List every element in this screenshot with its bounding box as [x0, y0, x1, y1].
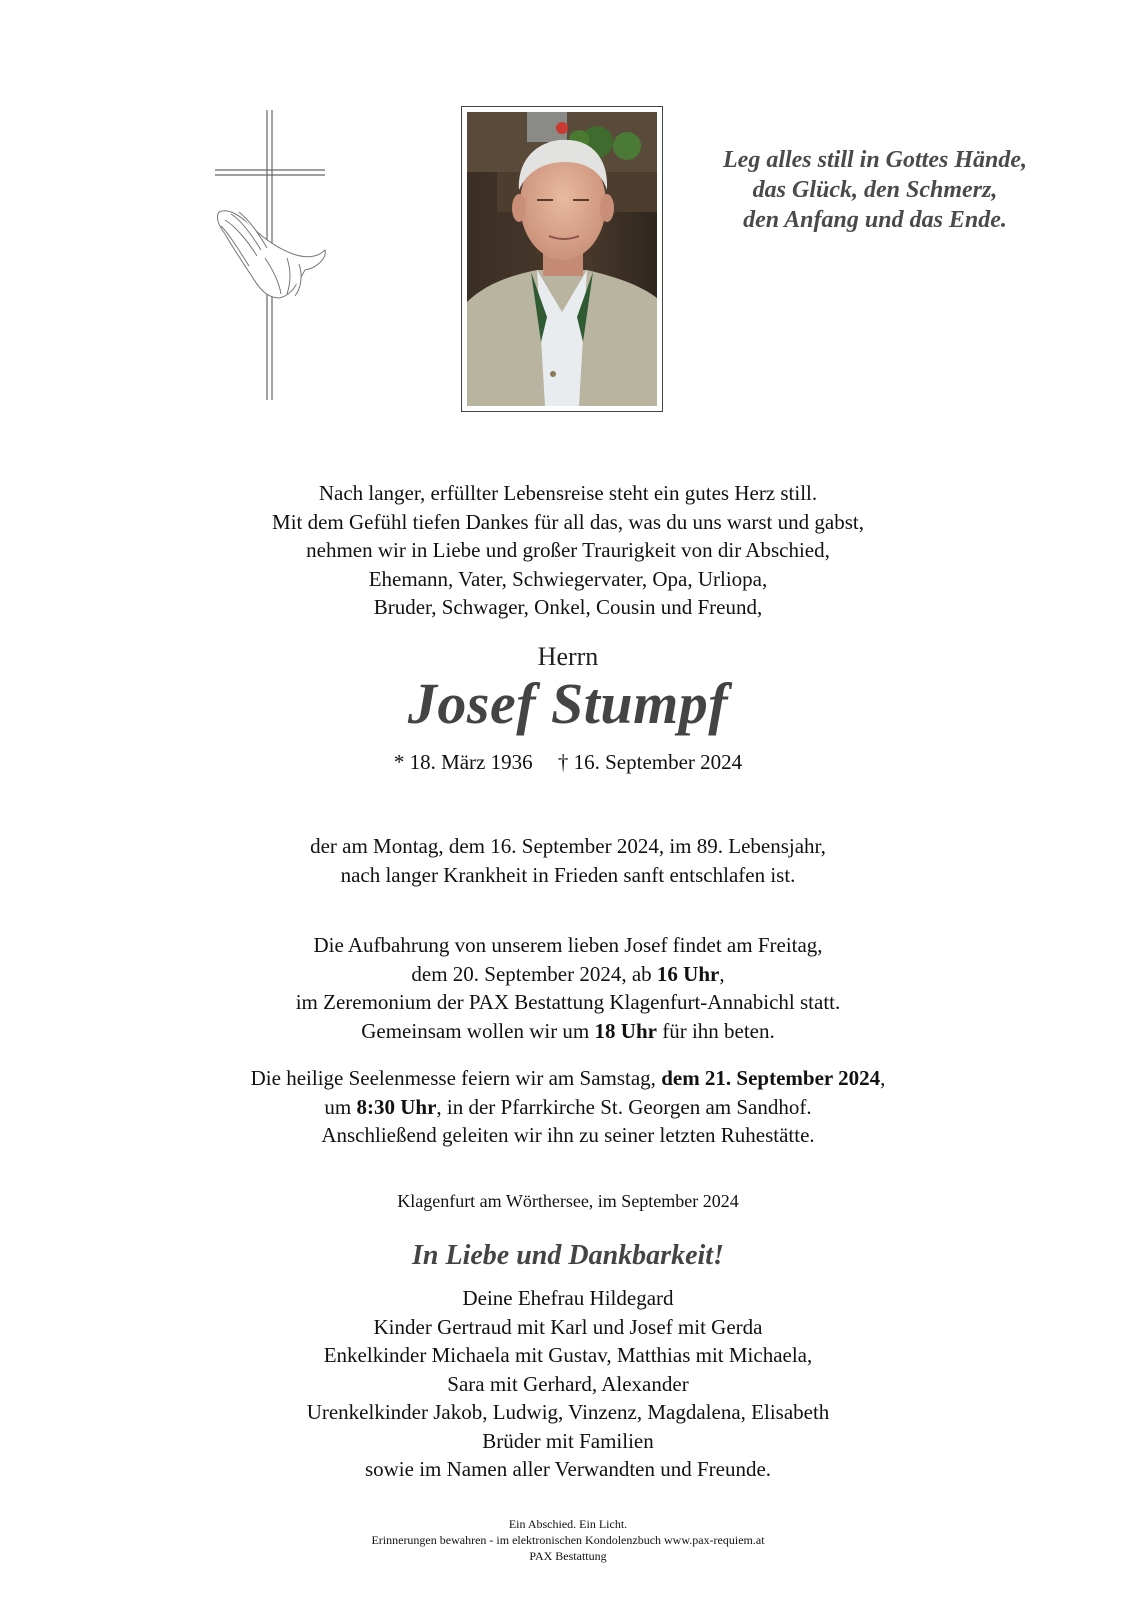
quote [690, 145, 1060, 235]
intro-line: Ehemann, Vater, Schwiegervater, Opa, Urliopa, [368, 566, 768, 591]
mass-info [0, 1064, 1136, 1150]
place-date: Klagenfurt am Wörthersee, im September 2024 [397, 1191, 739, 1211]
quote-line: Leg alles still in Gottes Hände, [723, 147, 1027, 173]
mass-time: 8:30 Uhr [356, 1094, 437, 1119]
quote-line: das Glück, den Schmerz, [752, 177, 998, 203]
deceased-name: Josef Stumpf [407, 671, 729, 736]
intro-line: Nach langer, erfüllter Lebensreise steht ein gutes Herz still. [318, 481, 818, 505]
viewing-info [0, 931, 1136, 1045]
mass-line: Die heilige Seelenmesse feiern wir am Samstag, dem 21. September 2024, [250, 1066, 886, 1090]
portrait-photo [461, 106, 663, 412]
mourner-line: Sara mit Gerhard, Alexander [447, 1371, 689, 1396]
death-notice [0, 832, 1136, 889]
intro-line: Bruder, Schwager, Onkel, Cousin und Freund, [373, 595, 763, 619]
closing-phrase: In Liebe und Dankbarkeit! [412, 1240, 724, 1271]
intro-line: Mit dem Gefühl tiefen Dankes für all das, was du uns warst und gabst, [272, 509, 864, 534]
life-dates [0, 750, 1136, 775]
mourner-line: Deine Ehefrau Hildegard [462, 1286, 674, 1310]
death-date: † 16. September 2024 [557, 750, 743, 774]
footer-line: PAX Bestattung [529, 1549, 607, 1563]
death-line: der am Montag, dem 16. September 2024, im 89. Lebensjahr, [310, 834, 826, 858]
mourner-line: sowie im Namen aller Verwandten und Freunde. [364, 1457, 772, 1481]
footer-line: Ein Abschied. Ein Licht. [508, 1517, 628, 1531]
birth-date: * 18. März 1936 [393, 750, 533, 774]
quote-line: den Anfang und das Ende. [743, 207, 1007, 233]
mourner-line: Kinder Gertraud mit Karl und Josef mit Gerda [373, 1314, 763, 1339]
mourner-line: Urenkelkinder Jakob, Ludwig, Vinzenz, Magdalena, Elisabeth [306, 1400, 830, 1424]
mourner-line: Brüder mit Familien [482, 1428, 654, 1453]
mass-line: um 8:30 Uhr, in der Pfarrkirche St. Georgen am Sandhof. [324, 1094, 812, 1119]
viewing-time: 16 Uhr [656, 961, 720, 986]
viewing-line: Die Aufbahrung von unserem lieben Josef findet am Freitag, [313, 933, 823, 957]
mass-date: dem 21. September 2024 [661, 1066, 881, 1090]
prayer-time: 18 Uhr [594, 1018, 657, 1043]
death-line: nach langer Krankheit in Frieden sanft entschlafen ist. [340, 862, 796, 887]
viewing-line: im Zeremonium der PAX Bestattung Klagenfurt-Annabichl statt. [295, 990, 841, 1014]
viewing-line: Gemeinsam wollen wir um 18 Uhr für ihn beten. [361, 1018, 775, 1043]
intro-paragraph [0, 479, 1136, 622]
footer [0, 1516, 1136, 1564]
cross-praying-hands-icon [205, 108, 335, 408]
mourner-line: Enkelkinder Michaela mit Gustav, Matthias mit Michaela, [323, 1343, 813, 1367]
footer-line: Erinnerungen bewahren - im elektronischen Kondolenzbuch www.pax-requiem.at [371, 1533, 765, 1547]
mourners-list [0, 1284, 1136, 1484]
salutation: Herrn [537, 642, 599, 671]
mass-line: Anschließend geleiten wir ihn zu seiner letzten Ruhestätte. [321, 1123, 815, 1147]
intro-line: nehmen wir in Liebe und großer Traurigkeit von dir Abschied, [306, 538, 830, 562]
viewing-line: dem 20. September 2024, ab 16 Uhr, [411, 961, 725, 986]
